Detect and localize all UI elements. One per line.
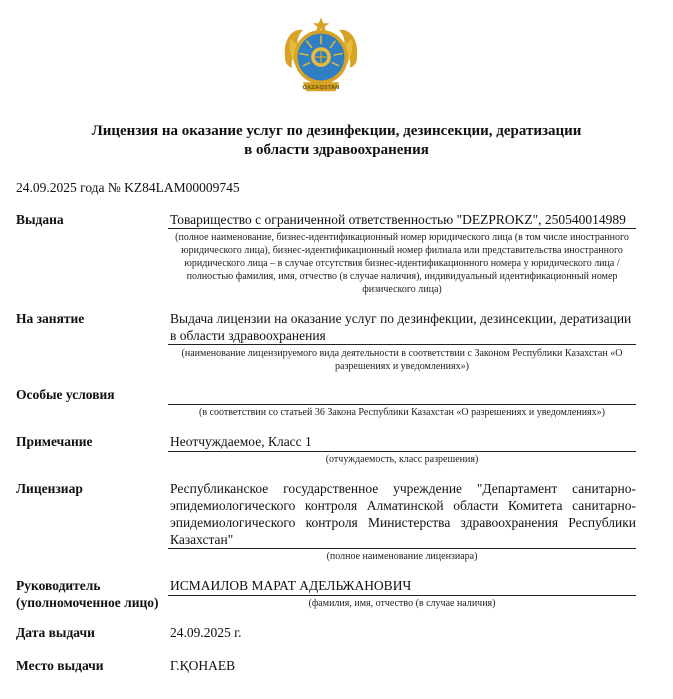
note-label: Примечание <box>16 434 93 449</box>
licensor-value: Республиканское государственное учреждение "Департамент санитарно-эпидемиологического контроля Алматинской области Комитета санитарно-эпидемиологического контроля Министерства здравоохранения Республики Казахстан" <box>170 481 636 547</box>
issued-to-value: Товарищество с ограниченной ответственностью "DEZPROKZ", 250540014989 <box>170 212 626 227</box>
state-emblem-icon <box>276 12 366 102</box>
license-date-number: 24.09.2025 года № KZ84LAM00009745 <box>16 180 240 195</box>
special-conditions-hint: (в соответствии со статьей 36 Закона Республики Казахстан «О разрешениях и уведомлениях») <box>199 407 605 418</box>
head-rule <box>168 595 636 596</box>
special-conditions-label: Особые условия <box>16 387 115 402</box>
activity-value: Выдача лицензии на оказание услуг по дезинфекции, дезинсекции, дератизации в области здравоохранения <box>170 311 632 343</box>
license-title <box>20 122 653 160</box>
issue-date-value: 24.09.2025 г. <box>170 625 242 640</box>
issued-to-rule <box>168 228 636 229</box>
license-title-line1: Лицензия на оказание услуг по дезинфекции, дезинсекции, дератизации <box>91 123 582 139</box>
special-conditions-rule <box>168 404 636 405</box>
svg-text:QAZAQSTAN: QAZAQSTAN <box>302 84 340 91</box>
head-value: ИСМАИЛОВ МАРАТ АДЕЛЬЖАНОВИЧ <box>170 578 412 593</box>
issue-place-value: Г.ҚОНАЕВ <box>170 658 236 673</box>
note-hint: (отчуждаемость, класс разрешения) <box>325 454 479 465</box>
licensor-label: Лицензиар <box>16 481 83 496</box>
issue-date-label: Дата выдачи <box>16 625 95 640</box>
head-label-line1: Руководитель <box>16 578 101 593</box>
head-hint: (фамилия, имя, отчество (в случае наличия) <box>308 598 496 609</box>
activity-label: На занятие <box>16 311 85 326</box>
issued-to-label: Выдана <box>16 212 64 227</box>
activity-rule <box>168 344 636 345</box>
note-rule <box>168 451 636 452</box>
licensor-hint: (полное наименование лицензиара) <box>326 551 478 562</box>
license-title-line2: в области здравоохранения <box>244 142 429 158</box>
note-value: Неотчуждаемое, Класс 1 <box>170 434 312 449</box>
head-label-line2: (уполномоченное лицо) <box>16 595 159 610</box>
activity-hint: (наименование лицензируемого вида деятельности в соответствии с Законом Республики Казахстан «О разрешениях и уведомлениях») <box>181 348 623 372</box>
licensor-rule <box>168 548 636 549</box>
head-label <box>16 577 159 611</box>
issue-place-label: Место выдачи <box>16 658 104 673</box>
issued-to-hint: (полное наименование, бизнес-идентификационный номер юридического лица (в том числе иностранного юридического лица), бизнес-идентификационный номер филиала или представительства иностранного юридического лица – в случае отсутствия бизнес-идентификационного номера у юридического лица / полностью фамилия, имя, отчество (в случае наличия), индивидуальный идентификационный номер физического лица) <box>175 232 629 295</box>
